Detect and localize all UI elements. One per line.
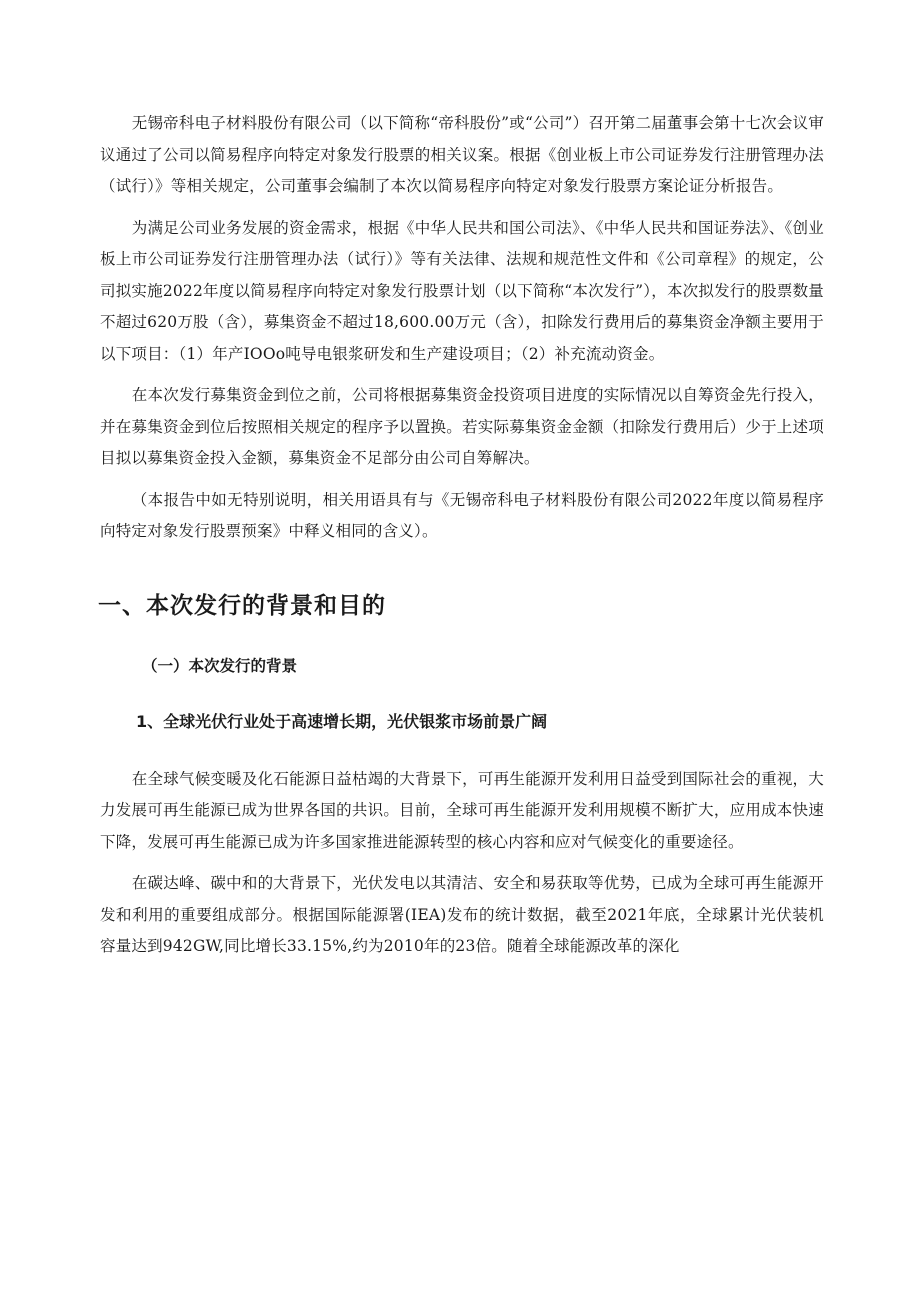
topic-heading: 1、全球光伏行业处于高速增长期，光伏银浆市场前景广阔 (136, 711, 548, 731)
subsection-heading: （一）本次发行的背景 (142, 656, 298, 675)
intro-paragraph-1: 无锡帝科电子材料股份有限公司（以下简称“帝科股份”或“公司”）召开第二届董事会第十七次会议审议通过了公司以简易程序向特定对象发行股票的相关议案。根据《创业板上市公司证券发行注册管理办法（试行）》等相关规定，公司董事会编制了本次以简易程序向特定对象发行股票方案论证分析报告。 (100, 114, 824, 195)
body-paragraph-1: 在全球气候变暖及化石能源日益枯竭的大背景下，可再生能源开发利用日益受到国际社会的重视，大力发展可再生能源已成为世界各国的共识。目前，全球可再生能源开发利用规模不断扩大，应用成本快速下降，发展可再生能源已成为许多国家推进能源转型的核心内容和应对气候变化的重要途径。 (100, 769, 824, 851)
section-body (100, 764, 824, 963)
intro-paragraph-2: 为满足公司业务发展的资金需求，根据《中华人民共和国公司法》、《中华人民共和国证券法》、《创业板上市公司证券发行注册管理办法（试行）》等有关法律、法规和规范性文件和《公司章程》的规定，公司拟实施2022年度以简易程序向特定对象发行股票计划（以下简称“本次发行”），本次拟发行的股票数量不超过620万股（含），募集资金不超过18,600.00万元（含），扣除发行费用后的募集资金净额主要用于以下项目：（1）年产IOOo吨导电银浆研发和生产建设项目；（2）补充流动资金。 (100, 218, 824, 363)
intro-note-paragraph: （本报告中如无特别说明，相关用语具有与《无锡帝科电子材料股份有限公司2022年度以简易程序向特定对象发行股票预案》中释义相同的含义）。 (100, 490, 824, 540)
body-paragraph-2: 在碳达峰、碳中和的大背景下，光伏发电以其清洁、安全和易获取等优势，已成为全球可再生能源开发和利用的重要组成部分。根据国际能源署(IEA)发布的统计数据，截至2021年底，全球累计光伏装机容量达到942GW,同比增长33.15%,约为2010年的23倍。随着全球能源改革的深化 (100, 874, 824, 955)
intro-paragraph-3: 在本次发行募集资金到位之前，公司将根据募集资金投资项目进度的实际情况以自筹资金先行投入，并在募集资金到位后按照相关规定的程序予以置换。若实际募集资金金额（扣除发行费用后）少于上述项目拟以募集资金投入金额，募集资金不足部分由公司自筹解决。 (100, 386, 824, 467)
section-heading-1: 一、本次发行的背景和目的 (98, 592, 386, 619)
document-page (100, 108, 824, 973)
